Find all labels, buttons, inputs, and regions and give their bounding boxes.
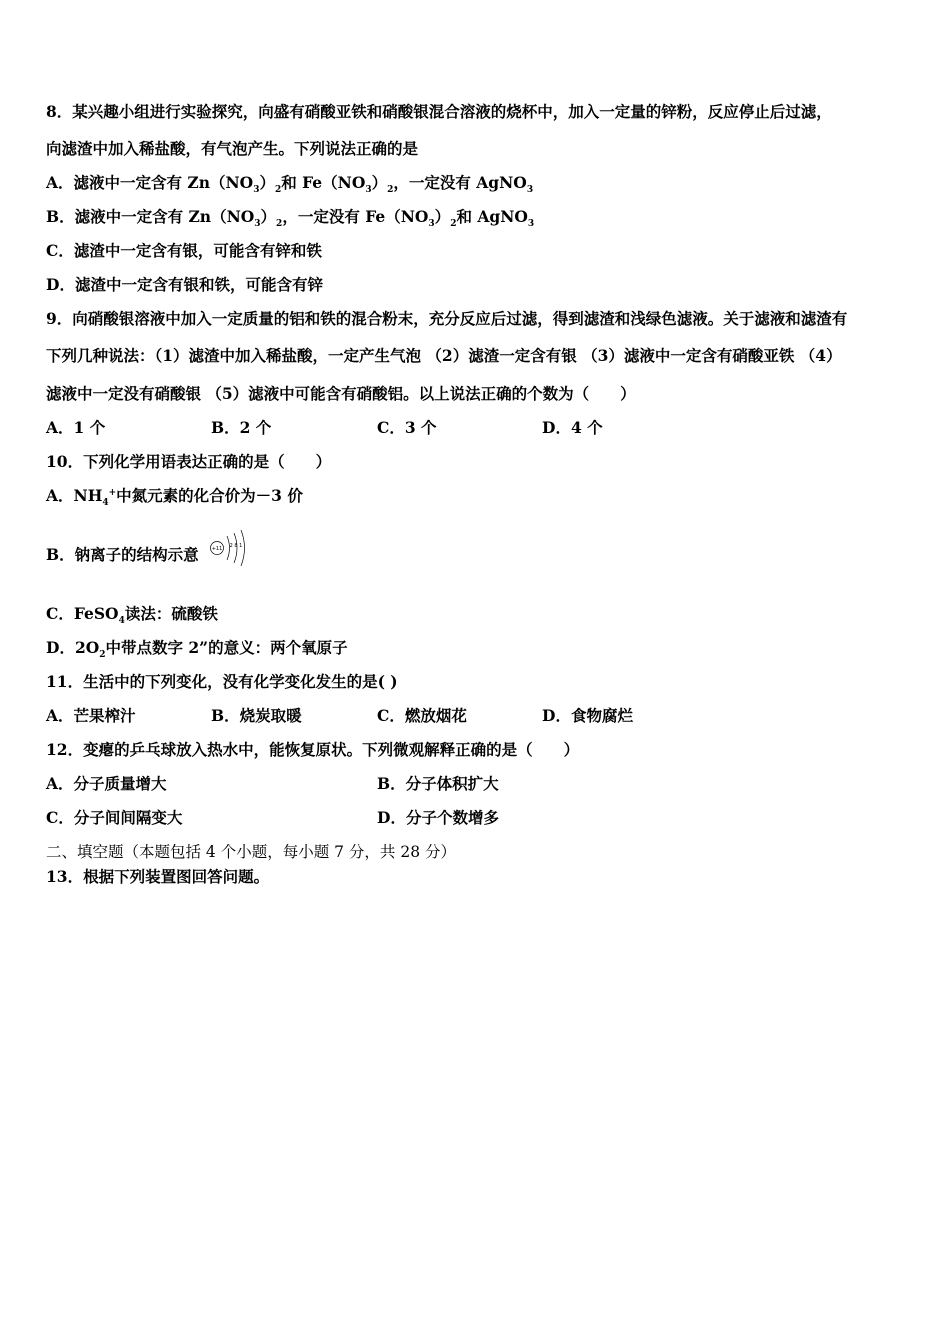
q10-option-b: B．钠离子的结构示意 — [46, 545, 199, 564]
q12-option-a: A．分子质量增大 — [46, 774, 167, 793]
nucleus-charge: +11 — [211, 546, 223, 552]
q9-option-d: D．4 个 — [542, 418, 603, 437]
q11-option-c: C．燃放烟花 — [377, 706, 467, 725]
section-heading: 二、填空题（本题包括 4 个小题，每小题 7 分，共 28 分） — [46, 843, 457, 861]
q8-option-b: B．滤液中一定含有 $Zn(NO_3)_2$，一定没有 $Fe(NO_3)_2$和 AgNO$_3$ — [46, 207, 535, 230]
q8-option-a: A．滤液中一定含有 $Zn(NO_3)_2$和 $Fe(NO_3)_2$，一定没有 AgNO$_3$ — [46, 173, 534, 196]
q13-stem: 13．根据下列装置图回答问题。 — [46, 867, 270, 886]
q8-stem-line2: 向滤渣中加入稀盐酸，有气泡产生。下列说法正确的是 — [46, 139, 419, 158]
q11-option-d: D．食物腐烂 — [542, 706, 633, 725]
q8-option-d: D．滤渣中一定含有银和铁，可能含有锌 — [46, 275, 323, 294]
q9-option-a: A．1 个 — [46, 418, 106, 437]
q10-option-a: A．$NH_4^+$中氮元素的化合价为－3 价 — [46, 486, 303, 509]
q8-stem-line1: 8．某兴趣小组进行实验探究，向盛有硝酸亚铁和硝酸银混合溶液的烧杯中，加入一定量的锌粉，反应停止后过滤， — [46, 102, 832, 121]
q9-option-b: B．2 个 — [211, 418, 272, 437]
q12-option-c: C．分子间间隔变大 — [46, 808, 183, 827]
q12-stem: 12．变瘪的乒乓球放入热水中，能恢复原状。下列微观解释正确的是（ ） — [46, 740, 580, 759]
q9-stem-line1: 9．向硝酸银溶液中加入一定质量的铝和铁的混合粉末，充分反应后过滤，得到滤渣和浅绿色滤液。关于滤液和滤渣有 — [46, 309, 848, 328]
q9-stem-line3: 滤液中一定没有硝酸银 （5）滤液中可能含有硝酸铝。以上说法正确的个数为（ ） — [46, 384, 636, 403]
q12-option-d: D．分子个数增多 — [377, 808, 499, 827]
q12-option-b: B．分子体积扩大 — [377, 774, 499, 793]
q9-stem-line2: 下列几种说法：（1）滤渣中加入稀盐酸，一定产生气泡 （2）滤渣一定含有银 （3）滤液中一定含有硝酸亚铁 （4） — [46, 346, 842, 365]
q11-stem: 11．生活中的下列变化，没有化学变化发生的是( ) — [46, 672, 398, 691]
q8-option-c: C．滤渣中一定含有银，可能含有锌和铁 — [46, 241, 322, 260]
shell-electron-counts: 2 8 1 — [229, 543, 243, 549]
q11-option-b: B．烧炭取暖 — [211, 706, 302, 725]
q11-option-a: A．芒果榨汁 — [46, 706, 136, 725]
sodium-ion-structure-diagram — [208, 528, 252, 568]
q9-option-c: C．3 个 — [377, 418, 437, 437]
q10-stem: 10．下列化学用语表达正确的是（ ） — [46, 452, 332, 471]
q10-option-c: C．FeSO$_4$读法：硫酸铁 — [46, 604, 218, 627]
q10-option-d: D．$2O_2$中带点数字 2”的意义：两个氧原子 — [46, 638, 348, 661]
